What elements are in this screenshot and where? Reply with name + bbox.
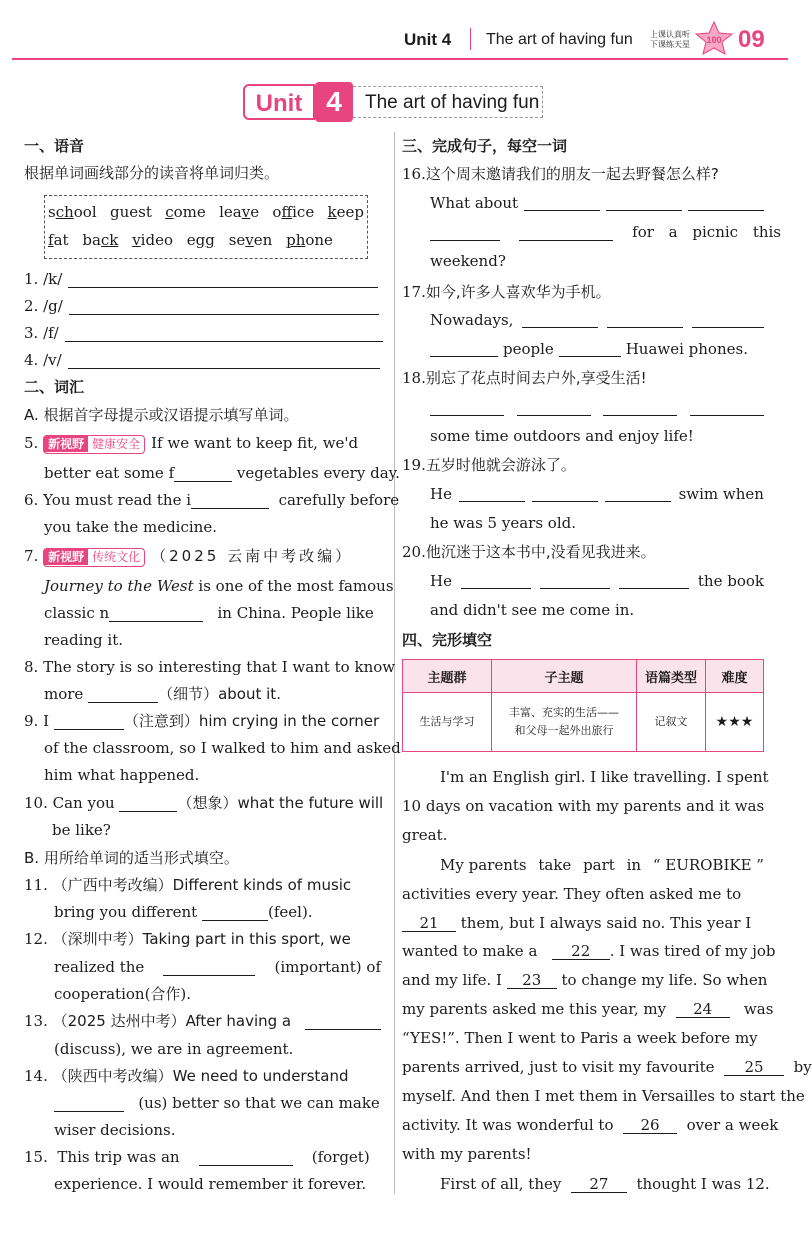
phonics-word: fat [48, 231, 69, 249]
phonetic-item-4 [24, 351, 380, 369]
answer-blank[interactable] [605, 485, 671, 502]
question-text: This trip was an [57, 1148, 180, 1166]
question-text: If we want to keep fit, we'd [151, 434, 359, 452]
question-20-line-2 [430, 572, 764, 590]
passage-text: was [743, 1000, 774, 1018]
passage-line [402, 942, 776, 960]
question-text: (us) better so that we can make [138, 1094, 380, 1112]
answer-blank[interactable] [430, 340, 498, 357]
passage-word: My parents [440, 856, 527, 874]
question-prompt: 这个周末邀请我们的朋友一起去野餐怎么样? [425, 165, 719, 183]
mascot-label: 100 [706, 35, 722, 45]
passage-line: activities every year. They often asked me to [402, 885, 742, 903]
slogan-line-1: 上课认真听 [650, 30, 690, 39]
passage-line [402, 971, 767, 989]
passage-word: in [626, 856, 642, 874]
question-text: （注意到）him crying in the corner [123, 712, 380, 730]
question-text: vegetables every day. [236, 464, 400, 482]
question-17-line-3 [430, 340, 748, 358]
tag-label: 新视野 [44, 549, 88, 565]
question-number: 16. [402, 165, 426, 183]
passage-text: First of all, they [440, 1175, 562, 1193]
passage-text: . I was tired of my job [609, 942, 776, 960]
word-row-1 [48, 203, 364, 221]
passage-text: parents arrived, just to visit my favourite [402, 1058, 715, 1076]
question-13 [24, 1012, 381, 1030]
header-divider [470, 28, 471, 50]
passage-text: activity. It was wonderful to [402, 1116, 614, 1134]
answer-blank[interactable] [119, 795, 177, 812]
question-text: realized the [54, 958, 145, 976]
question-text: （细节）about it. [158, 685, 281, 703]
question-number: 11. [24, 876, 48, 894]
section-1-instruction: 根据单词画线部分的读音将单词归类。 [24, 164, 280, 182]
passage-word: “ EUROBIKE ” [652, 856, 764, 874]
table-header-cell: 主题群 [403, 660, 492, 693]
question-number: 20. [402, 543, 426, 561]
section-1-heading: 一、语音 [24, 137, 85, 155]
passage-text: my parents asked me this year, my [402, 1000, 667, 1018]
table-header-row [403, 660, 764, 693]
question-text: Can you [52, 794, 115, 812]
table-cell-genre: 记叙文 [637, 693, 706, 752]
question-text: bring you different [54, 903, 198, 921]
passage-info-table [402, 659, 764, 752]
answer-blank[interactable] [88, 686, 158, 703]
question-text: (forget) [311, 1148, 370, 1166]
question-20-line-3: and didn't see me come in. [430, 601, 635, 619]
question-number: 10. [24, 794, 48, 812]
passage-text: thought I was 12. [636, 1175, 770, 1193]
passage-line: “YES!”. Then I went to Paris a week before my [402, 1029, 758, 1047]
phonetic-item-1 [24, 270, 378, 288]
passage-line: great. [402, 826, 448, 844]
question-text: （陕西中考改编）We need to understand [52, 1067, 349, 1085]
question-19-line-2 [430, 485, 764, 503]
question-prompt: 别忘了花点时间去户外,享受生活! [425, 369, 647, 387]
question-11-line-2 [54, 903, 313, 921]
cloze-blank-26[interactable]: 26 [623, 1117, 677, 1134]
question-text: Nowadays, [430, 311, 514, 329]
table-cell-theme: 生活与学习 [403, 693, 492, 752]
passage-line [402, 1058, 812, 1076]
question-text: He [430, 485, 452, 503]
section-3-heading: 三、完成句子，每空一词 [402, 137, 568, 155]
phonics-word: office [272, 203, 315, 221]
cloze-blank-27[interactable]: 27 [571, 1176, 627, 1193]
question-text: (important) of [274, 958, 382, 976]
unit-banner [243, 84, 543, 122]
question-7 [24, 547, 353, 567]
tag-topic: 传统文化 [92, 549, 141, 564]
header-unit: Unit 4 [404, 30, 452, 49]
section-4-heading: 四、完形填空 [402, 631, 493, 649]
question-14-line-2 [54, 1094, 380, 1112]
phonetic-item-3 [24, 324, 383, 342]
question-9-line-3: him what happened. [44, 766, 200, 784]
passage-line: 10 days on vacation with my parents and it was [402, 797, 765, 815]
question-text: You must read the i [43, 491, 192, 509]
passage-line: with my parents! [402, 1145, 532, 1163]
word-row-2 [48, 231, 333, 249]
answer-blank[interactable] [305, 1013, 381, 1030]
passage-line [402, 1116, 778, 1134]
header-slogan [650, 30, 696, 50]
question-6-line-2: you take the medicine. [44, 518, 217, 536]
question-16 [402, 165, 719, 183]
header-rule [12, 58, 788, 60]
question-6 [24, 491, 399, 509]
mascot-star-icon [694, 20, 734, 56]
question-19-line-3: he was 5 years old. [430, 514, 576, 532]
question-5 [24, 434, 358, 454]
question-text: the book [697, 572, 764, 590]
question-text: carefully before [278, 491, 400, 509]
answer-blank[interactable] [603, 399, 677, 416]
question-15-line-2: experience. I would remember it forever. [54, 1175, 367, 1193]
question-9-line-2: of the classroom, so I walked to him and asked [44, 739, 401, 757]
question-text: （2025 达州中考）After having a [52, 1012, 292, 1030]
question-14-line-3: wiser decisions. [54, 1121, 176, 1139]
question-number: 18. [402, 369, 426, 387]
question-8-line-2 [44, 685, 281, 703]
phonics-word: back [82, 231, 119, 249]
answer-blank[interactable] [461, 572, 531, 589]
passage-line [402, 914, 751, 932]
answer-blank[interactable] [540, 572, 610, 589]
table-cell-difficulty: ★★★ [706, 693, 764, 752]
passage-line: myself. And then I met them in Versailles to start the [402, 1087, 805, 1105]
slogan-line-2: 下课练天星 [650, 40, 690, 49]
question-12-line-2 [54, 958, 381, 976]
subtheme-line-1: 丰富、充实的生活—— [509, 706, 619, 719]
answer-blank[interactable] [619, 572, 689, 589]
answer-blank[interactable] [68, 271, 378, 288]
answer-blank[interactable] [54, 1095, 124, 1112]
phonics-word: guest [109, 203, 152, 221]
question-text: （想象）what the future will [177, 794, 384, 812]
answer-blank[interactable] [559, 340, 621, 357]
phonics-word: seven [228, 231, 273, 249]
answer-blank[interactable] [606, 194, 682, 211]
answer-blank[interactable] [430, 399, 504, 416]
question-7-line-2 [44, 577, 394, 595]
banner-title: The art of having fun [353, 86, 543, 118]
banner-unit-label: Unit [243, 84, 315, 120]
passage-word: take [538, 856, 572, 874]
phonetic-label: 3. /f/ [24, 324, 59, 342]
question-19 [402, 456, 576, 474]
new-vision-tag [43, 435, 145, 454]
question-9 [24, 712, 379, 730]
question-number: 6. [24, 491, 39, 509]
subtheme-line-2: 和父母一起外出旅行 [514, 724, 614, 737]
question-5-line-2 [44, 464, 400, 482]
question-12 [24, 930, 351, 948]
answer-blank[interactable] [692, 311, 764, 328]
cloze-blank-21[interactable]: 21 [402, 915, 456, 932]
question-number: 19. [402, 456, 426, 474]
question-text: swim when [678, 485, 764, 503]
answer-blank[interactable] [163, 959, 255, 976]
cloze-blank-24[interactable]: 24 [676, 1001, 730, 1018]
question-17-line-2 [430, 311, 764, 329]
question-number: 8. [24, 658, 39, 676]
question-number: 13. [24, 1012, 48, 1030]
phonics-word: video [132, 231, 173, 249]
question-15 [24, 1148, 370, 1166]
phonetic-label: 4. /v/ [24, 351, 62, 369]
question-number: 14. [24, 1067, 48, 1085]
tag-topic: 健康安全 [92, 436, 141, 451]
phonics-word: school [48, 203, 97, 221]
question-16-line-2 [430, 194, 764, 212]
passage-text: to change my life. So when [561, 971, 768, 989]
answer-blank[interactable] [54, 713, 124, 730]
header-title: The art of having fun [486, 31, 633, 48]
passage-line [440, 1175, 770, 1193]
answer-blank[interactable] [68, 352, 380, 369]
question-text: Huawei phones. [625, 340, 748, 358]
question-number: 7. [24, 547, 39, 565]
answer-blank[interactable] [174, 465, 232, 482]
question-prompt: 如今,许多人喜欢华为手机。 [425, 283, 611, 301]
answer-blank[interactable] [532, 485, 598, 502]
answer-blank[interactable] [191, 492, 269, 509]
question-16-line-4: weekend? [430, 252, 506, 270]
passage-text: and my life. I [402, 971, 502, 989]
question-text: classic n [44, 604, 110, 622]
question-text: in China. People like [217, 604, 374, 622]
question-text: （深圳中考）Taking part in this sport, we [52, 930, 351, 948]
book-title: Journey to the West [44, 577, 194, 595]
question-source: （2025 云南中考改编） [151, 547, 354, 565]
passage-text: over a week [686, 1116, 779, 1134]
page-number: 09 [738, 26, 765, 53]
question-text: What about [430, 194, 519, 212]
question-number: 17. [402, 283, 426, 301]
question-text: better eat some f [44, 464, 175, 482]
question-text: The story is so interesting that I want to know [43, 658, 396, 676]
question-text: He [430, 572, 452, 590]
question-prompt: 五岁时他就会游泳了。 [425, 456, 576, 474]
passage-line [440, 856, 764, 874]
tag-label: 新视野 [44, 436, 88, 452]
question-number: 9. [24, 712, 39, 730]
part-a-instruction: A. 根据首字母提示或汉语提示填写单词。 [24, 406, 299, 424]
question-17 [402, 283, 611, 301]
new-vision-tag [43, 548, 145, 567]
answer-blank[interactable] [517, 399, 591, 416]
answer-blank[interactable] [199, 1149, 293, 1166]
question-text: for a picnic this [632, 223, 781, 241]
passage-text: wanted to make a [402, 942, 538, 960]
answer-blank[interactable] [524, 194, 600, 211]
cloze-blank-23[interactable]: 23 [507, 972, 557, 989]
passage-text: by [793, 1058, 812, 1076]
table-row [403, 693, 764, 752]
question-text: more [44, 685, 84, 703]
answer-blank[interactable] [430, 224, 500, 241]
passage-word: part [583, 856, 615, 874]
question-14 [24, 1067, 349, 1085]
answer-blank[interactable] [522, 311, 598, 328]
question-20 [402, 543, 656, 561]
answer-blank[interactable] [69, 298, 379, 315]
answer-blank[interactable] [607, 311, 683, 328]
answer-blank[interactable] [688, 194, 764, 211]
cloze-blank-22[interactable]: 22 [552, 943, 610, 960]
question-11 [24, 876, 351, 894]
part-b-instruction: B. 用所给单词的适当形式填空。 [24, 849, 239, 867]
phonetic-label: 2. /g/ [24, 297, 63, 315]
question-7-line-4: reading it. [44, 631, 124, 649]
passage-text: them, but I always said no. This year I [460, 914, 752, 932]
table-header-cell: 语篇类型 [637, 660, 706, 693]
phonics-word: leave [219, 203, 260, 221]
question-13-line-2: (discuss), we are in agreement. [54, 1040, 294, 1058]
question-text: I [43, 712, 50, 730]
question-prompt: 他沉迷于这本书中,没看见我进来。 [425, 543, 656, 561]
answer-blank[interactable] [459, 485, 525, 502]
phonetic-label: 1. /k/ [24, 270, 63, 288]
phonics-word: egg [186, 231, 215, 249]
passage-line [402, 1000, 773, 1018]
table-header-cell: 子主题 [492, 660, 637, 693]
answer-blank[interactable] [109, 605, 203, 622]
question-number: 12. [24, 930, 48, 948]
answer-blank[interactable] [202, 904, 268, 921]
question-8 [24, 658, 395, 676]
banner-unit-number: 4 [315, 82, 353, 122]
question-10-line-2: be like? [52, 821, 111, 839]
table-cell-subtheme [492, 693, 637, 752]
phonics-word: keep [327, 203, 364, 221]
question-7-line-3 [44, 604, 374, 622]
question-text: (feel). [267, 903, 313, 921]
question-number: 15. [24, 1148, 48, 1166]
question-text: is one of the most famous [198, 577, 394, 595]
question-18-line-3: some time outdoors and enjoy life! [430, 427, 694, 445]
question-12-line-3: cooperation(合作). [54, 985, 192, 1003]
question-text: people [502, 340, 554, 358]
table-header-cell: 难度 [706, 660, 764, 693]
answer-blank[interactable] [65, 325, 383, 342]
phonics-word: phone [286, 231, 333, 249]
question-number: 5. [24, 434, 39, 452]
answer-blank[interactable] [519, 224, 613, 241]
passage-line: I'm an English girl. I like travelling. I spent [440, 768, 769, 786]
answer-blank[interactable] [690, 399, 764, 416]
question-10 [24, 794, 383, 812]
cloze-blank-25[interactable]: 25 [724, 1059, 784, 1076]
question-text: （广西中考改编）Different kinds of music [52, 876, 352, 894]
section-2-heading: 二、词汇 [24, 378, 85, 396]
phonetic-item-2 [24, 297, 379, 315]
question-16-line-3 [430, 223, 781, 241]
phonics-word: come [165, 203, 206, 221]
question-18 [402, 369, 647, 387]
question-18-line-2 [430, 399, 764, 416]
